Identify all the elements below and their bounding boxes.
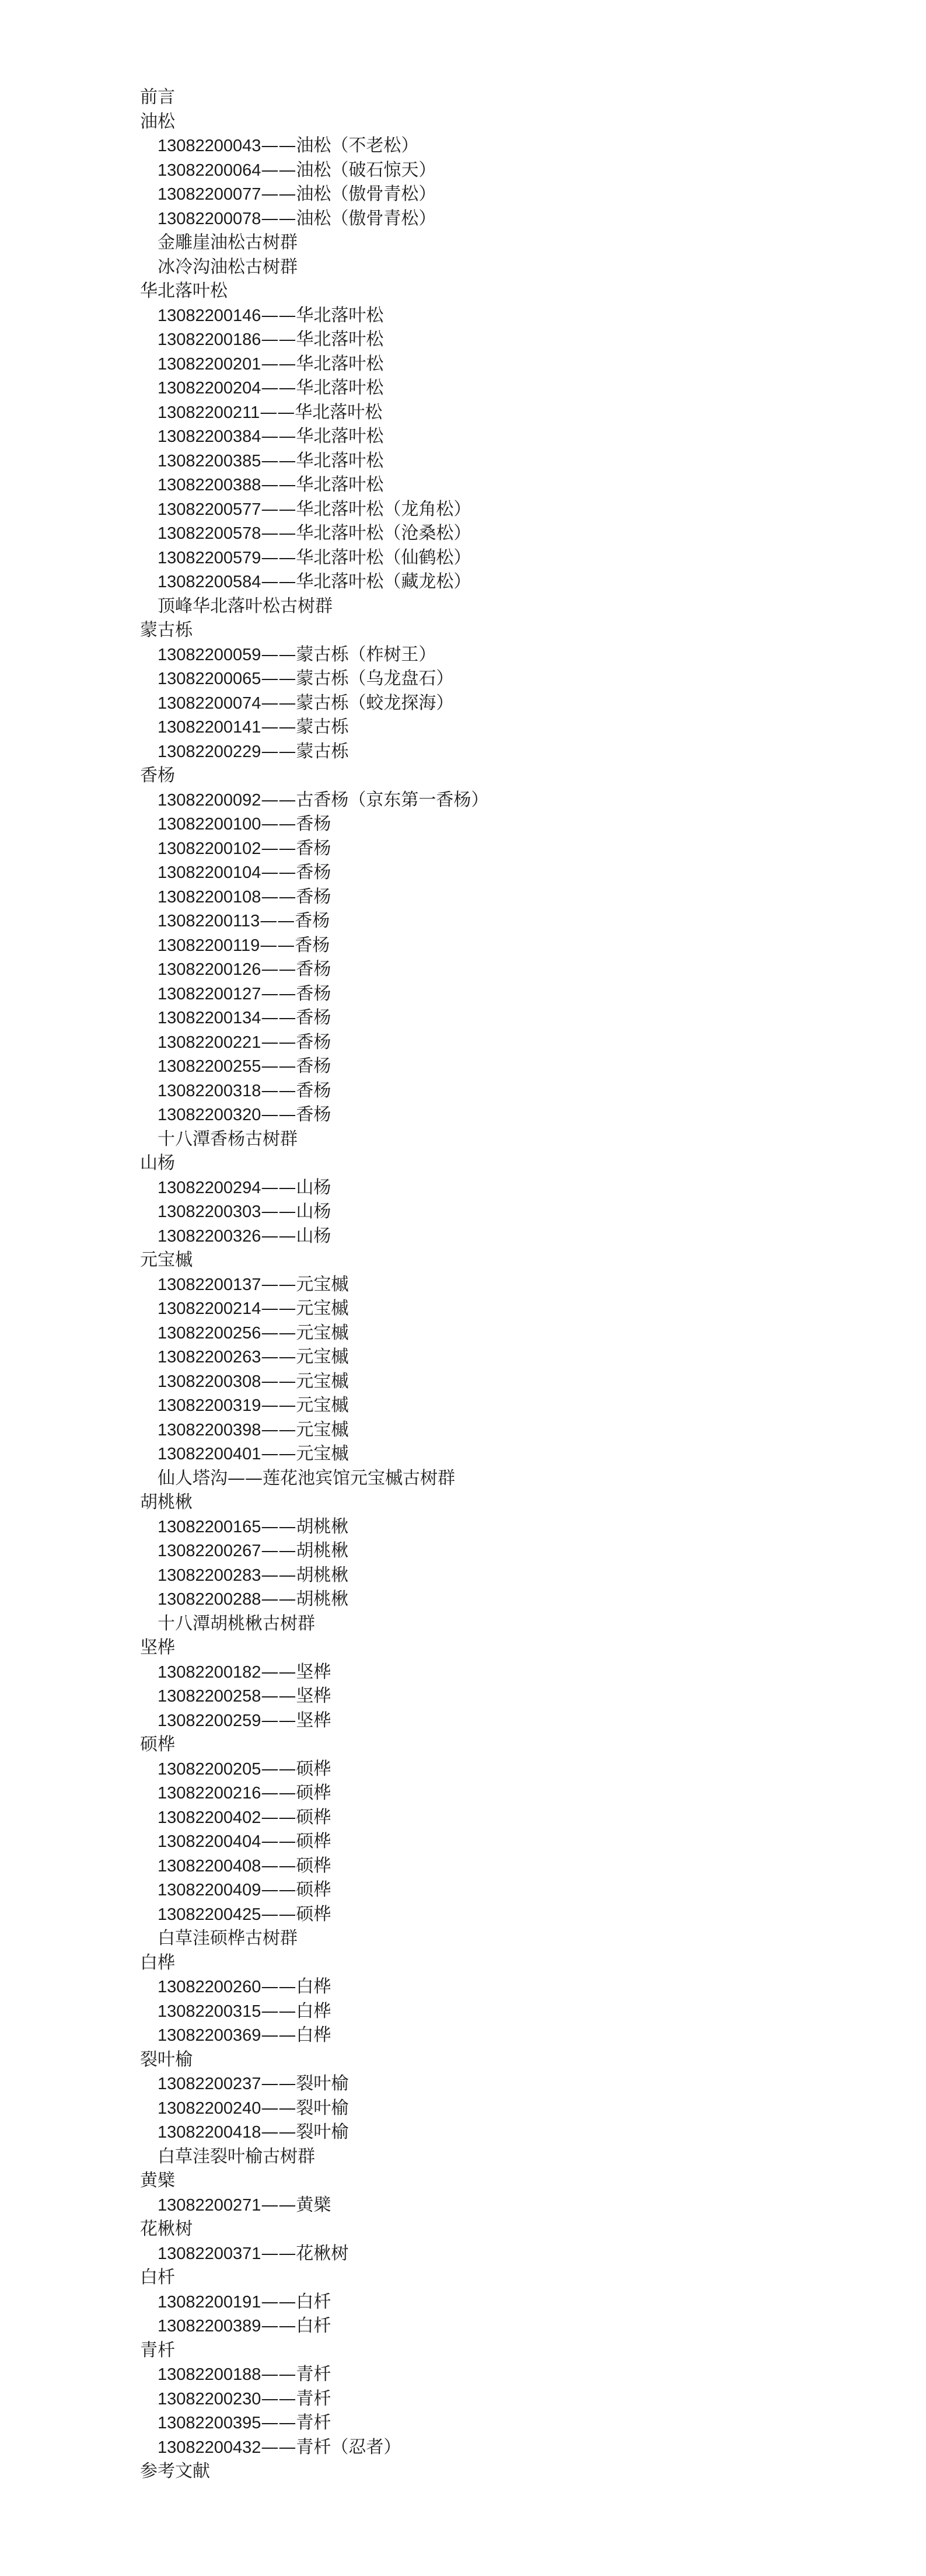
- tree-code: 13082200432: [158, 2438, 261, 2457]
- tree-code: 13082200216: [158, 1784, 261, 1803]
- tree-code: 13082200579: [158, 548, 261, 567]
- tree-entry: [140, 1296, 782, 1321]
- tree-name: ——香杨: [261, 814, 331, 834]
- tree-code: 13082200283: [158, 1566, 261, 1585]
- tree-name: ——白杄: [261, 2291, 331, 2312]
- tree-name: ——香杨: [261, 959, 331, 979]
- tree-code: 13082200078: [158, 209, 261, 228]
- table-of-contents: [140, 85, 782, 2484]
- tree-code: 13082200230: [158, 2389, 261, 2408]
- tree-code: 13082200320: [158, 1106, 261, 1124]
- tree-code: 13082200319: [158, 1396, 261, 1415]
- tree-code: 13082200388: [158, 476, 261, 494]
- tree-code: 13082200126: [158, 960, 261, 979]
- tree-code: 13082200188: [158, 2365, 261, 2384]
- tree-entry: [140, 812, 782, 836]
- tree-entry: [140, 2096, 782, 2121]
- tree-entry: [140, 1975, 782, 1999]
- tree-code: 13082200308: [158, 1372, 261, 1391]
- tree-code: 13082200065: [158, 670, 261, 688]
- tree-name: ——油松（不老松）: [261, 135, 419, 156]
- tree-name: ——胡桃楸: [261, 1564, 349, 1585]
- tree-entry: [140, 2314, 782, 2338]
- tree-name: ——青杄: [261, 2413, 331, 2433]
- tree-name: 冰冷沟油松古树群: [158, 256, 298, 277]
- tree-name: ——元宝槭: [261, 1322, 349, 1343]
- tree-name: ——青杄: [261, 2364, 331, 2385]
- tree-name: ——古香杨（京东第一香杨）: [261, 789, 489, 810]
- tree-entry: [140, 1079, 782, 1103]
- tree-name: ——华北落叶松（沧桑松）: [261, 523, 471, 543]
- section-heading: 香杨: [140, 765, 175, 786]
- tree-entry: [140, 1515, 782, 1539]
- tree-name: ——胡桃楸: [261, 1540, 349, 1561]
- tree-name: 十八潭胡桃楸古树群: [158, 1613, 315, 1634]
- tree-name: ——裂叶榆: [261, 2097, 349, 2118]
- tree-name: ——蒙古栎: [261, 717, 349, 737]
- tree-entry: [140, 909, 782, 933]
- tree-code: 13082200102: [158, 839, 261, 858]
- tree-entry: [140, 1273, 782, 1297]
- tree-entry: [140, 376, 782, 400]
- tree-entry: [140, 885, 782, 909]
- tree-name: ——坚桦: [261, 1686, 331, 1706]
- tree-code: 13082200578: [158, 524, 261, 543]
- intro-heading: 前言: [140, 87, 175, 107]
- tree-entry: [140, 860, 782, 885]
- tree-group-entry: [140, 1127, 782, 1152]
- tree-entry: [140, 449, 782, 473]
- tree-code: 13082200402: [158, 1808, 261, 1827]
- tree-code: 13082200165: [158, 1517, 261, 1536]
- tree-code: 13082200211: [158, 403, 260, 422]
- tree-name: ——香杨: [260, 935, 330, 956]
- tree-code: 13082200201: [158, 354, 261, 374]
- tree-code: 13082200064: [158, 161, 261, 180]
- tree-code: 13082200204: [158, 379, 261, 398]
- tree-code: 13082200584: [158, 573, 261, 591]
- tree-entry: [140, 207, 782, 231]
- section-heading: 裂叶榆: [140, 2049, 193, 2070]
- section-heading: 坚桦: [140, 1637, 175, 1658]
- section-heading: 硕桦: [140, 1734, 175, 1755]
- tree-entry: [140, 1321, 782, 1345]
- tree-name: ——裂叶榆: [261, 2122, 349, 2142]
- tree-name: ——裂叶榆: [261, 2073, 349, 2094]
- tree-name: ——香杨: [261, 862, 331, 883]
- tree-entry: [140, 1176, 782, 1200]
- tree-entry: [140, 1999, 782, 2024]
- tree-entry: [140, 570, 782, 594]
- section-heading: 白杄: [140, 2267, 175, 2288]
- tree-entry: [140, 1006, 782, 1030]
- tree-name: ——香杨: [260, 911, 330, 931]
- tree-code: 13082200221: [158, 1033, 261, 1052]
- tree-group-entry: [140, 1466, 782, 1491]
- tree-entry: [140, 400, 782, 425]
- tree-name: ——白桦: [261, 2000, 331, 2021]
- tree-name: ——青杄: [261, 2388, 331, 2409]
- tree-entry: [140, 1854, 782, 1878]
- tree-entry: [140, 836, 782, 861]
- tree-code: 13082200092: [158, 790, 261, 810]
- tree-entry: [140, 473, 782, 497]
- tree-name: ——硕桦: [261, 1807, 331, 1828]
- tree-entry: [140, 1054, 782, 1079]
- tree-code: 13082200104: [158, 863, 261, 882]
- tree-code: 13082200059: [158, 645, 261, 664]
- tree-code: 13082200326: [158, 1226, 261, 1246]
- tree-group-entry: [140, 1612, 782, 1636]
- tree-entry: [140, 982, 782, 1006]
- tree-name: ——华北落叶松: [260, 402, 383, 423]
- tree-entry: [140, 1587, 782, 1612]
- tree-entry: [140, 667, 782, 691]
- tree-code: 13082200141: [158, 718, 261, 737]
- tree-entry: [140, 1345, 782, 1369]
- tree-name: ——华北落叶松: [261, 475, 384, 495]
- tree-code: 13082200408: [158, 1856, 261, 1876]
- tree-name: ——硕桦: [261, 1904, 331, 1925]
- tree-name: ——香杨: [261, 838, 331, 859]
- tree-group-entry: [140, 231, 782, 255]
- tree-entry: [140, 182, 782, 207]
- tree-code: 13082200100: [158, 815, 261, 834]
- tree-group-entry: [140, 1926, 782, 1951]
- tree-entry: [140, 424, 782, 449]
- tree-code: 13082200134: [158, 1009, 261, 1027]
- tree-code: 13082200146: [158, 306, 261, 325]
- tree-code: 13082200398: [158, 1420, 261, 1439]
- tree-entry: [140, 521, 782, 546]
- tree-entry: [140, 352, 782, 377]
- tree-code: 13082200263: [158, 1348, 261, 1367]
- tree-code: 13082200258: [158, 1687, 261, 1706]
- tree-entry: [140, 1103, 782, 1127]
- tree-name: ——华北落叶松（藏龙松）: [261, 571, 471, 592]
- tree-name: ——华北落叶松: [261, 305, 384, 326]
- tree-name: ——华北落叶松: [261, 329, 384, 350]
- tree-code: 13082200191: [158, 2292, 261, 2312]
- tree-name: ——硕桦: [261, 1758, 331, 1779]
- tree-entry: [140, 1829, 782, 1854]
- tree-code: 13082200267: [158, 1542, 261, 1560]
- tree-group-entry: [140, 255, 782, 280]
- tree-name: ——山杨: [261, 1177, 331, 1198]
- tree-name: ——硕桦: [261, 1831, 331, 1852]
- tree-entry: [140, 1878, 782, 1902]
- tree-name: ——蒙古栎（乌龙盘石）: [261, 668, 454, 689]
- tree-entry: [140, 643, 782, 667]
- tree-entry: [140, 1200, 782, 1224]
- tree-name: ——华北落叶松（仙鹤松）: [261, 547, 471, 568]
- tree-code: 13082200214: [158, 1299, 261, 1318]
- tree-code: 13082200186: [158, 330, 261, 349]
- tree-group-entry: [140, 2145, 782, 2169]
- tree-entry: [140, 2193, 782, 2218]
- tree-entry: [140, 1224, 782, 1249]
- tree-entry: [140, 740, 782, 764]
- tree-code: 13082200577: [158, 500, 261, 519]
- tree-code: 13082200425: [158, 1905, 261, 1924]
- tree-entry: [140, 1563, 782, 1588]
- tree-name: ——元宝槭: [261, 1444, 349, 1464]
- tree-name: ——坚桦: [261, 1710, 331, 1731]
- tree-name: ——油松（傲骨青松）: [261, 208, 436, 229]
- tree-name: 顶峰华北落叶松古树群: [158, 595, 333, 616]
- tree-code: 13082200384: [158, 427, 261, 446]
- tree-name: ——香杨: [261, 886, 331, 907]
- tree-name: ——山杨: [261, 1201, 331, 1222]
- tree-name: ——元宝槭: [261, 1274, 349, 1295]
- references-heading: 参考文献: [140, 2461, 210, 2481]
- tree-code: 13082200256: [158, 1323, 261, 1343]
- tree-entry: [140, 691, 782, 716]
- tree-entry: [140, 1805, 782, 1830]
- tree-name: ——青杄（忍者）: [261, 2436, 401, 2458]
- tree-code: 13082200240: [158, 2099, 261, 2118]
- tree-name: 白草洼裂叶榆古树群: [158, 2146, 315, 2167]
- tree-entry: [140, 2435, 782, 2460]
- tree-code: 13082200409: [158, 1881, 261, 1899]
- tree-code: 13082200077: [158, 185, 261, 204]
- tree-name: ——香杨: [261, 1080, 331, 1101]
- tree-name: ——华北落叶松（龙角松）: [261, 499, 471, 520]
- section-heading: 花楸树: [140, 2219, 193, 2239]
- tree-name: ——元宝槭: [261, 1395, 349, 1416]
- section-heading: 白桦: [140, 1952, 175, 1973]
- tree-code: 13082200369: [158, 2026, 261, 2045]
- tree-entry: [140, 1539, 782, 1563]
- section-heading: 油松: [140, 111, 175, 132]
- section-heading: 元宝槭: [140, 1250, 193, 1270]
- tree-entry: [140, 1757, 782, 1782]
- tree-name: ——香杨: [261, 1031, 331, 1052]
- tree-entry: [140, 546, 782, 570]
- tree-entry: [140, 134, 782, 158]
- tree-name: ——硕桦: [261, 1855, 331, 1876]
- tree-code: 13082200315: [158, 2002, 261, 2021]
- tree-code: 13082200395: [158, 2414, 261, 2432]
- tree-entry: [140, 2290, 782, 2314]
- section-heading: 蒙古栎: [140, 620, 193, 640]
- tree-name: ——蒙古栎（蛟龙探海）: [261, 692, 454, 713]
- tree-entry: [140, 2242, 782, 2266]
- tree-name: ——元宝槭: [261, 1298, 349, 1319]
- tree-entry: [140, 1030, 782, 1055]
- tree-entry: [140, 1393, 782, 1418]
- tree-code: 13082200418: [158, 2123, 261, 2142]
- tree-name: ——香杨: [261, 1056, 331, 1076]
- tree-name: ——华北落叶松: [261, 353, 384, 374]
- section-heading: 山杨: [140, 1153, 175, 1173]
- tree-entry: [140, 1902, 782, 1927]
- tree-code: 13082200108: [158, 887, 261, 907]
- tree-code: 13082200385: [158, 451, 261, 470]
- tree-code: 13082200074: [158, 693, 261, 713]
- tree-name: ——蒙古栎（柞树王）: [261, 644, 436, 665]
- tree-code: 13082200113: [158, 912, 260, 930]
- tree-code: 13082200237: [158, 2075, 261, 2093]
- tree-code: 13082200127: [158, 984, 261, 1003]
- tree-name: ——胡桃楸: [261, 1516, 349, 1537]
- tree-name: 金雕崖油松古树群: [158, 232, 298, 253]
- tree-name: ——白杄: [261, 2316, 331, 2336]
- tree-entry: [140, 2411, 782, 2435]
- tree-entry: [140, 1418, 782, 1442]
- tree-code: 13082200303: [158, 1202, 261, 1221]
- tree-name: ——山杨: [261, 1225, 331, 1246]
- tree-name: ——香杨: [261, 1104, 331, 1125]
- tree-name: ——元宝槭: [261, 1419, 349, 1440]
- tree-name: ——花楸树: [261, 2243, 349, 2264]
- tree-code: 13082200288: [158, 1590, 261, 1609]
- tree-name: ——华北落叶松: [261, 450, 384, 471]
- tree-name: ——油松（傲骨青松）: [261, 184, 436, 204]
- tree-name: 白草洼硕桦古树群: [158, 1928, 298, 1948]
- tree-entry: [140, 2387, 782, 2411]
- tree-entry: [140, 1709, 782, 1733]
- tree-name: ——白桦: [261, 2025, 331, 2045]
- tree-entry: [140, 1369, 782, 1394]
- tree-entry: [140, 327, 782, 352]
- tree-name: ——硕桦: [261, 1783, 331, 1803]
- tree-entry: [140, 1660, 782, 1685]
- section-heading: 黄檗: [140, 2170, 175, 2191]
- tree-entry: [140, 158, 782, 183]
- tree-name: 十八潭香杨古树群: [158, 1128, 298, 1149]
- tree-entry: [140, 933, 782, 958]
- tree-code: 13082200260: [158, 1978, 261, 1996]
- tree-name: ——香杨: [261, 1008, 331, 1028]
- tree-name: ——黄檗: [261, 2194, 331, 2215]
- tree-code: 13082200271: [158, 2195, 261, 2215]
- tree-code: 13082200119: [158, 936, 260, 955]
- tree-group-entry: [140, 594, 782, 619]
- tree-name: ——蒙古栎: [261, 741, 349, 762]
- tree-code: 13082200318: [158, 1081, 261, 1100]
- section-heading: 青杄: [140, 2340, 175, 2361]
- tree-entry: [140, 1684, 782, 1709]
- tree-code: 13082200255: [158, 1057, 261, 1076]
- tree-name: ——元宝槭: [261, 1347, 349, 1367]
- tree-name: ——元宝槭: [261, 1371, 349, 1392]
- tree-name: ——香杨: [261, 983, 331, 1004]
- tree-entry: [140, 304, 782, 328]
- tree-code: 13082200259: [158, 1711, 261, 1730]
- tree-entry: [140, 1781, 782, 1805]
- tree-entry: [140, 2120, 782, 2145]
- tree-code: 13082200182: [158, 1662, 261, 1682]
- tree-name: ——胡桃楸: [261, 1589, 349, 1609]
- tree-code: 13082200043: [158, 137, 261, 155]
- tree-entry: [140, 715, 782, 740]
- tree-entry: [140, 957, 782, 982]
- tree-name: ——白桦: [261, 1977, 331, 1997]
- tree-entry: [140, 2362, 782, 2387]
- tree-name: ——华北落叶松: [261, 378, 384, 398]
- tree-entry: [140, 788, 782, 813]
- tree-code: 13082200294: [158, 1178, 261, 1197]
- tree-name: ——华北落叶松: [261, 426, 384, 447]
- tree-name: ——坚桦: [261, 1661, 331, 1682]
- tree-code: 13082200137: [158, 1275, 261, 1294]
- section-heading: 胡桃楸: [140, 1492, 193, 1512]
- tree-name: 仙人塔沟——莲花池宾馆元宝槭古树群: [158, 1467, 455, 1489]
- tree-code: 13082200404: [158, 1832, 261, 1851]
- tree-code: 13082200401: [158, 1445, 261, 1463]
- tree-name: ——油松（破石惊天）: [261, 159, 436, 180]
- tree-entry: [140, 1442, 782, 1466]
- tree-name: ——硕桦: [261, 1880, 331, 1900]
- section-heading: 华北落叶松: [140, 281, 228, 301]
- tree-code: 13082200371: [158, 2244, 261, 2263]
- tree-code: 13082200389: [158, 2317, 261, 2336]
- tree-entry: [140, 497, 782, 522]
- tree-code: 13082200205: [158, 1759, 261, 1779]
- tree-code: 13082200229: [158, 742, 261, 761]
- tree-entry: [140, 2072, 782, 2096]
- tree-entry: [140, 2023, 782, 2048]
